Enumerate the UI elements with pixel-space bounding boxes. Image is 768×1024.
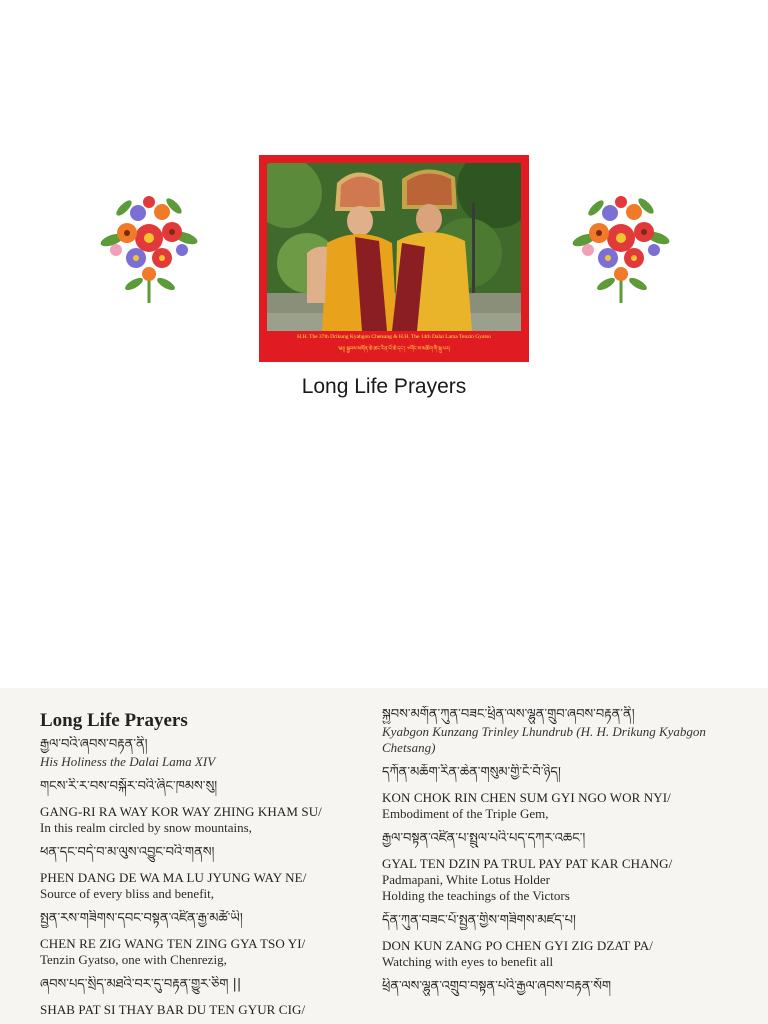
photo-frame — [259, 155, 529, 362]
right-transliteration-line: DON KUN ZANG PO CHEN GYI ZIG DZAT PA/ — [382, 938, 653, 953]
right-translation-line: Holding the teachings of the Victors — [382, 888, 570, 903]
left-transliteration-line: CHEN RE ZIG WANG TEN ZING GYA TSO YI/ — [40, 936, 306, 951]
photo-caption: H.H. The 37th Drikung Kyabgon Chetsang & H.H. The 14th Dalai Lama Tenzin Gyatso — [297, 334, 491, 340]
page-title: Long Life Prayers — [301, 375, 467, 398]
lamas-photo — [267, 163, 521, 331]
right-tibetan-line: དོན་ཀུན་བཟང་པོ་སྤྱན་གྱིས་གཟིགས་མཛད་པ། — [382, 913, 576, 928]
left-transliteration-line: GANG-RI RA WAY KOR WAY ZHING KHAM SU/ — [40, 804, 322, 819]
right-transliteration-line: GYAL TEN DZIN PA TRUL PAY PAT KAR CHANG/ — [382, 856, 673, 871]
prayer-column-left — [40, 688, 360, 1018]
flower-bouquet-icon — [566, 188, 676, 308]
right-translation-line: Watching with eyes to benefit all — [382, 954, 554, 969]
left-translation-line: In this realm circled by snow mountains, — [40, 820, 252, 835]
scan-heading: Long Life Prayers — [40, 710, 188, 731]
scanned-prayer-page — [0, 688, 768, 1024]
left-tibetan-line: སྤྱན་རས་གཟིགས་དབང་བསྟན་འཛིན་རྒྱ་མཚོ་ཡི། — [40, 911, 243, 926]
left-tibetan-line: ཞབས་པད་སྲིད་མཐའི་བར་དུ་བརྟན་གྱུར་ཅིག || — [40, 977, 242, 992]
prayer-column-right — [382, 706, 752, 996]
right-tibetan-line: རྒྱལ་བསྟན་འཛིན་པ་སྤྲུལ་པའི་པད་དཀར་འཆང་། — [382, 831, 586, 846]
lamas-photo-illustration — [267, 163, 521, 331]
right-tibetan-line: སྐྱབས་མགོན་ཀུན་བཟང་ཕྲིན་ལས་ལྷུན་གྲུབ་ཞབས་བརྟན་ནི། — [382, 707, 635, 722]
right-translation-line: Padmapani, White Lotus Holder — [382, 872, 551, 887]
flower-bouquet-icon — [94, 188, 204, 308]
left-tibetan-line: གངས་རི་ར་བས་བསྐོར་བའི་ཞིང་ཁམས་སུ། — [40, 779, 218, 794]
right-tibetan-line: ཕྲིན་ལས་ལྷུན་འགྲུབ་བསྟན་པའི་རྒྱལ་ཞབས་བརྟན་སོག — [382, 979, 612, 994]
left-subtitle-line: His Holiness the Dalai Lama XIV — [40, 754, 216, 769]
left-translation-line: Tenzin Gyatso, one with Chenrezig, — [40, 952, 227, 967]
left-transliteration-line: SHAB PAT SI THAY BAR DU TEN GYUR CIG/ — [40, 1002, 306, 1017]
right-translation-line: Embodiment of the Triple Gem, — [382, 806, 549, 821]
left-tibetan-line: ཕན་དང་བདེ་བ་མ་ལུས་འབྱུང་བའི་གནས། — [40, 845, 215, 860]
photo-caption-tibetan: ༄།། སྐྱབས་མགོན་ཆེ་ཚང་རིན་པོ་ཆེ་དང་། ༧གོང་ས་མཆོག་གི་སྐུ་པར། — [337, 346, 451, 352]
left-transliteration-line: PHEN DANG DE WA MA LU JYUNG WAY NE/ — [40, 870, 307, 885]
right-tibetan-line: དཀོན་མཆོག་རིན་ཆེན་གསུམ་གྱི་ངོ་བོ་ཉིད། — [382, 765, 561, 780]
left-tibetan-line: རྒྱལ་བའི་ཞབས་བརྟན་ནི། — [40, 737, 148, 752]
right-subtitle-line: Kyabgon Kunzang Trinley Lhundrub (H. H. Drikung Kyabgon Chetsang) — [382, 724, 706, 755]
right-transliteration-line: KON CHOK RIN CHEN SUM GYI NGO WOR NYI/ — [382, 790, 671, 805]
left-translation-line: Source of every bliss and benefit, — [40, 886, 215, 901]
